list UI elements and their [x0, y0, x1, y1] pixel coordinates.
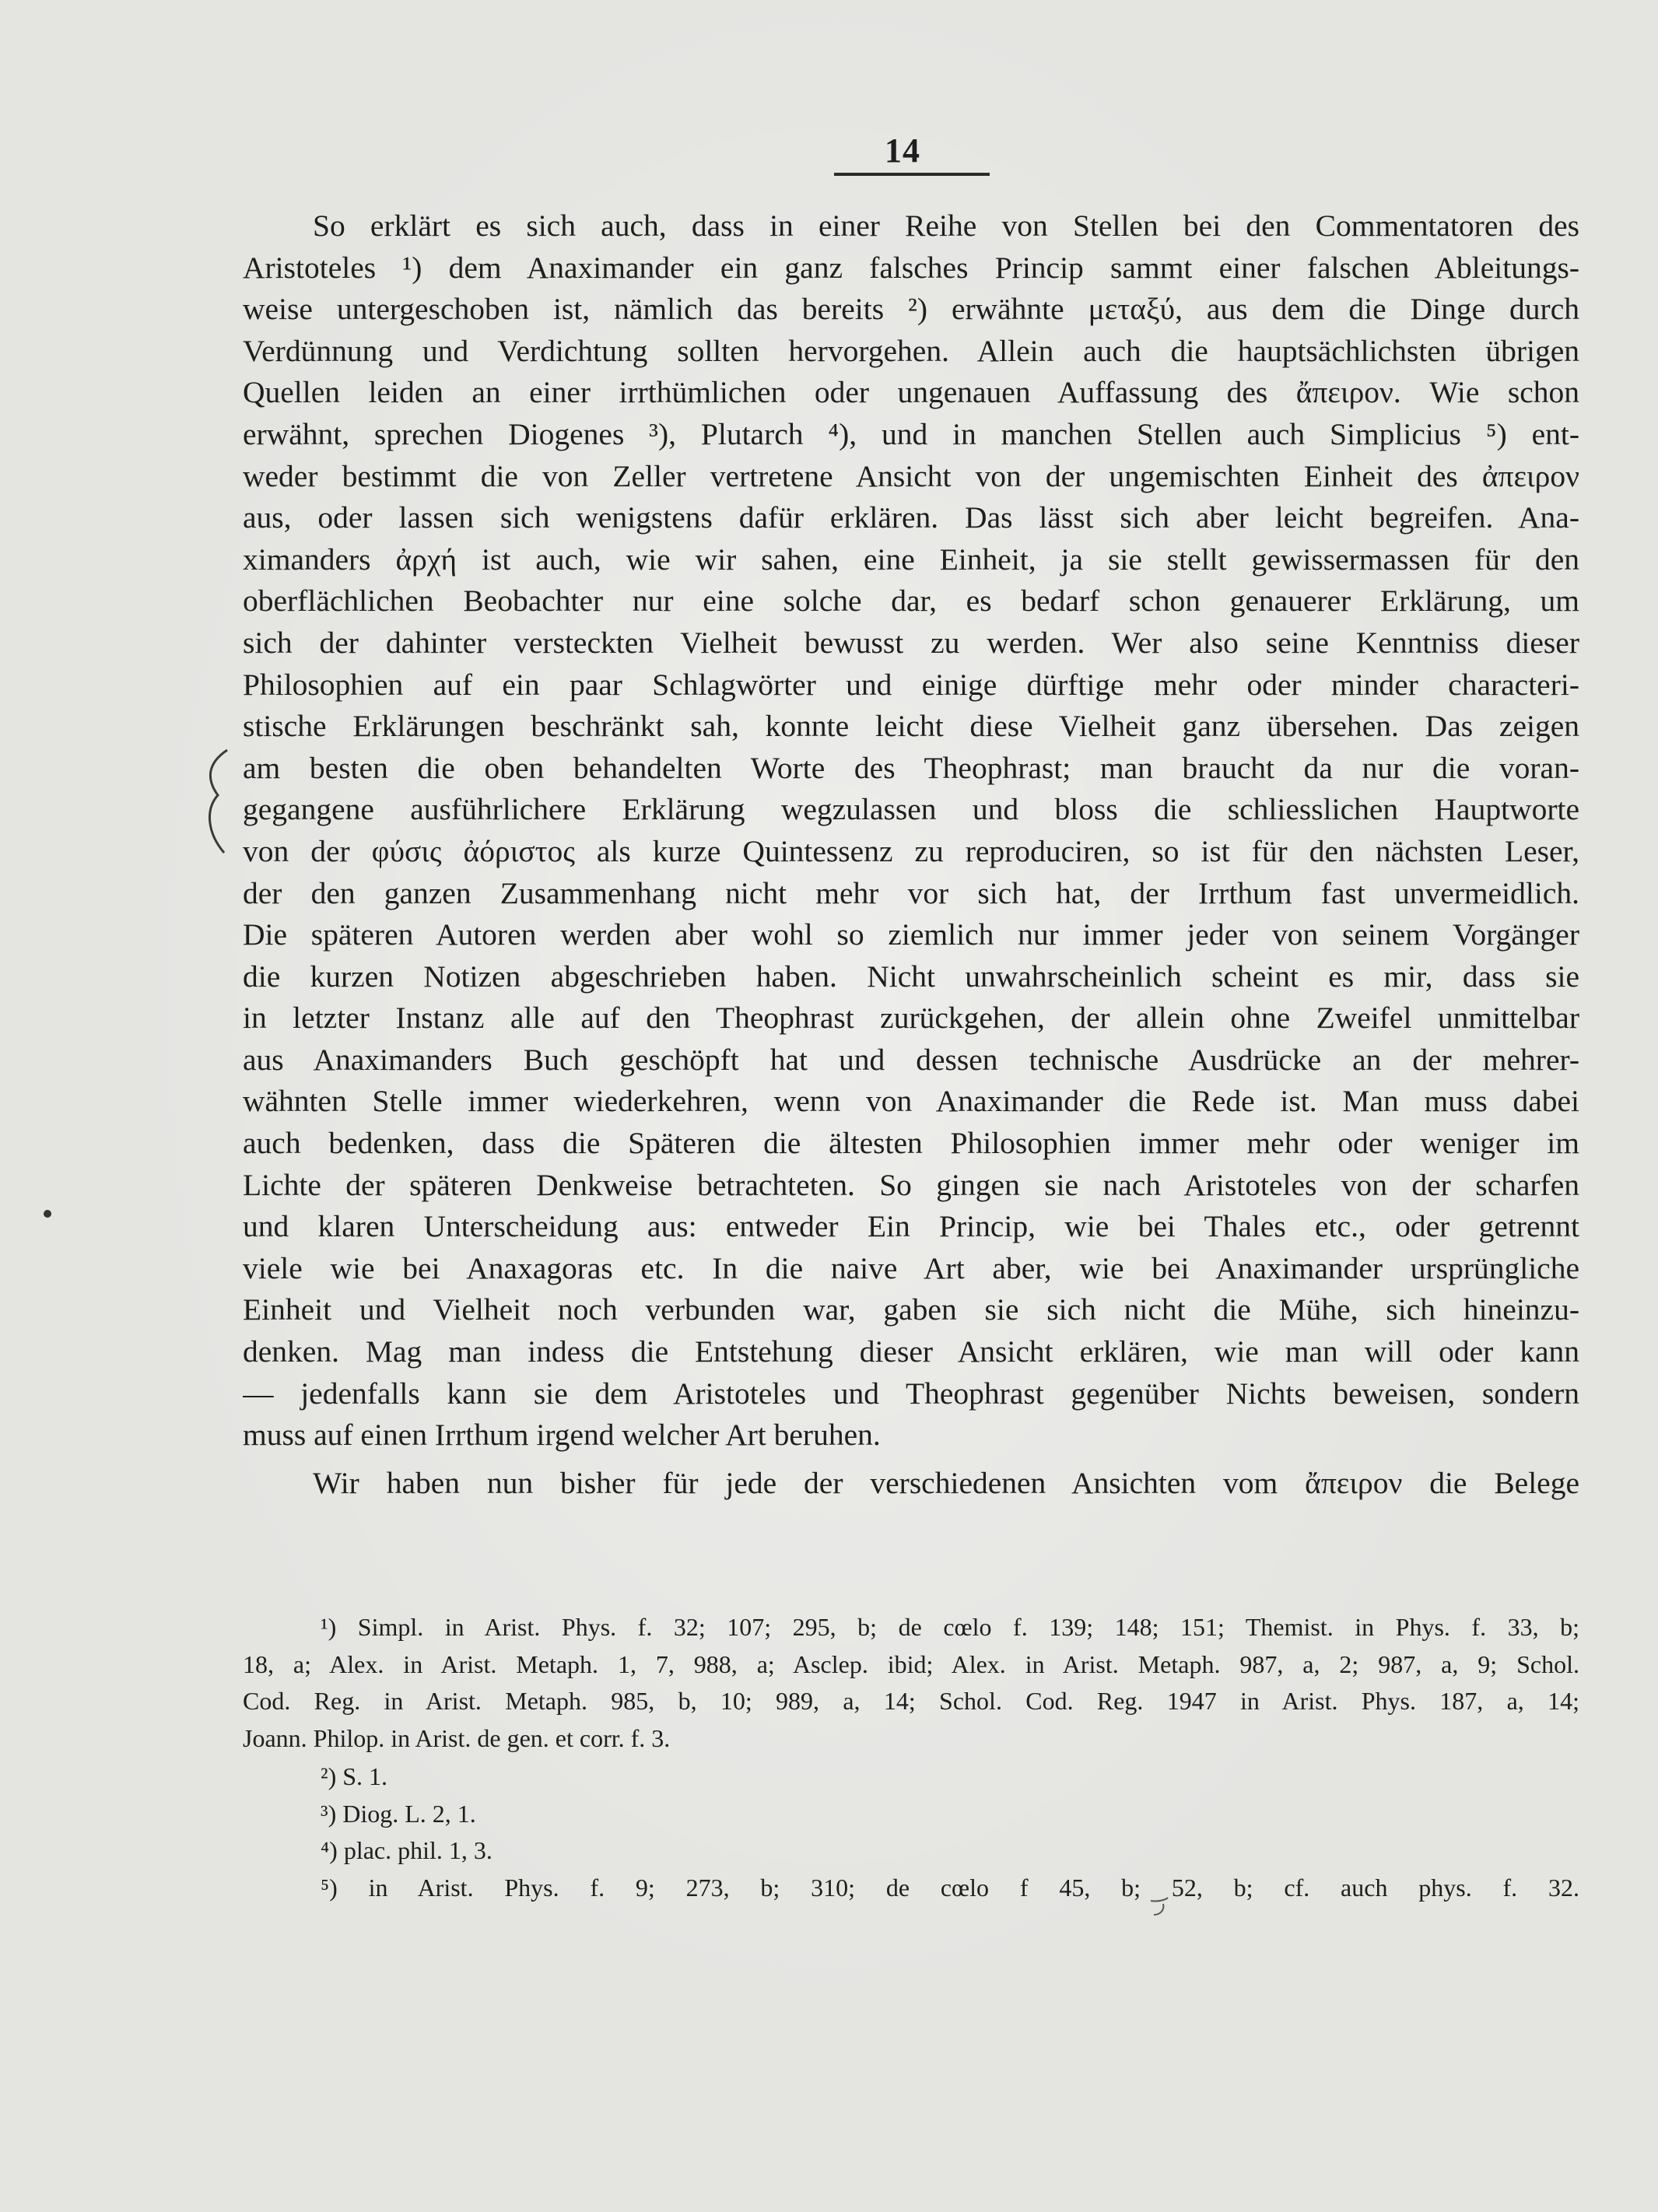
footnote-line: ⁴) plac. phil. 1, 3. — [321, 1836, 492, 1864]
footnote-line: Cod. Reg. in Arist. Metaph. 985, b, 10; 989, a, 14; Schol. Cod. Reg. 1947 in Arist. Phys. 187, a, 14; — [243, 1687, 1579, 1715]
body-line: Wir haben nun bisher für jede der verschiedenen Ansichten vom ἄπειρον die Belege — [313, 1465, 1579, 1500]
footnote-line: ⁵) in Arist. Phys. f. 9; 273, b; 310; de cœlo f 45, b; 52, b; cf. auch phys. f. 32. — [321, 1873, 1579, 1902]
body-line: viele wie bei Anaxagoras etc. In die naive Art aber, wie bei Anaximander ursprüngliche — [243, 1250, 1579, 1285]
body-line: aus Anaximanders Buch geschöpft hat und dessen technische Ausdrücke an der mehrer- — [243, 1042, 1579, 1077]
page-number-rule — [834, 173, 990, 176]
footnote-line: ²) S. 1. — [321, 1762, 388, 1790]
footnote-line: Joann. Philop. in Arist. de gen. et corr. f. 3. — [243, 1723, 671, 1752]
footnotes — [243, 1609, 1579, 1906]
body-text — [243, 205, 1579, 1504]
body-line: Philosophien auf ein paar Schlagwörter und einige dürftige mehr oder minder characteri- — [243, 667, 1579, 702]
body-line: in letzter Instanz alle auf den Theophrast zurückgehen, der allein ohne Zweifel unmittelbar — [243, 1001, 1579, 1036]
body-line: Lichte der späteren Denkweise betrachteten. So gingen sie nach Aristoteles von der scharfen — [243, 1167, 1579, 1202]
body-line: — jedenfalls kann sie dem Aristoteles und Theophrast gegenüber Nichts beweisen, sondern — [243, 1376, 1579, 1411]
body-line: Die späteren Autoren werden aber wohl so ziemlich nur immer jeder von seinem Vorgänger — [243, 917, 1579, 952]
body-line: aus, oder lassen sich wenigstens dafür erklären. Das lässt sich aber leicht begreifen. Ana- — [243, 500, 1579, 535]
body-line: Einheit und Vielheit noch verbunden war, gaben sie sich nicht die Mühe, sich hineinzu- — [243, 1292, 1579, 1327]
body-line: So erklärt es sich auch, dass in einer Reihe von Stellen bei den Commentatoren des — [313, 209, 1579, 243]
body-line: gegangene ausführlichere Erklärung wegzulassen und bloss die schliesslichen Hauptworte — [243, 792, 1579, 827]
body-line: Verdünnung und Verdichtung sollten hervorgehen. Allein auch die hauptsächlichsten übrigen — [243, 333, 1579, 368]
body-line: ximanders ἀρχή ist auch, wie wir sahen, eine Einheit, ja sie stellt gewissermassen für den — [243, 542, 1579, 577]
body-line: auch bedenken, dass die Späteren die ältesten Philosophien immer mehr oder weniger im — [243, 1126, 1579, 1161]
body-line: wähnten Stelle immer wiederkehren, wenn von Anaximander die Rede ist. Man muss dabei — [243, 1084, 1579, 1119]
body-line: die kurzen Notizen abgeschrieben haben. Nicht unwahrscheinlich scheint es mir, dass sie — [243, 959, 1579, 994]
body-line: und klaren Unterscheidung aus: entweder Ein Princip, wie bei Thales etc., oder getrennt — [243, 1209, 1579, 1244]
body-line: weder bestimmt die von Zeller vertretene Ansicht von der ungemischten Einheit des ἀπειρον — [243, 458, 1579, 493]
margin-dot-mark — [44, 1210, 51, 1218]
margin-bracket-mark — [201, 747, 232, 856]
body-line: erwähnt, sprechen Diogenes ³), Plutarch ⁴), und in manchen Stellen auch Simplicius ⁵) ent- — [243, 416, 1579, 451]
body-line: Aristoteles ¹) dem Anaximander ein ganz falsches Princip sammt einer falschen Ableitungs- — [243, 250, 1579, 285]
body-line: denken. Mag man indess die Entstehung dieser Ansicht erklären, wie man will oder kann — [243, 1334, 1579, 1369]
body-line: sich der dahinter versteckten Vielheit bewusst zu werden. Wer also seine Kenntniss dieser — [243, 625, 1579, 660]
body-line: muss auf einen Irrthum irgend welcher Art beruhen. — [243, 1418, 881, 1453]
body-line: am besten die oben behandelten Worte des Theophrast; man braucht da nur die voran- — [243, 750, 1579, 785]
pencil-tick-mark — [1148, 1895, 1171, 1918]
footnote-line: 18, a; Alex. in Arist. Metaph. 1, 7, 988, a; Asclep. ibid; Alex. in Arist. Metaph. 987, a, 2; 987, a, 9; Schol. — [243, 1649, 1579, 1678]
body-line: Quellen leiden an einer irrthümlichen oder ungenauen Auffassung des ἄπειρον. Wie schon — [243, 375, 1579, 410]
body-line: weise untergeschoben ist, nämlich das bereits ²) erwähnte μεταξύ, aus dem die Dinge durch — [243, 292, 1579, 327]
body-line: stische Erklärungen beschränkt sah, konnte leicht diese Vielheit ganz übersehen. Das zeigen — [243, 709, 1579, 744]
page-number: 14 — [885, 131, 920, 170]
footnote-line: ¹) Simpl. in Arist. Phys. f. 32; 107; 295, b; de cœlo f. 139; 148; 151; Themist. in Phys. f. 33, b; — [321, 1613, 1579, 1641]
body-line: von der φύσις ἀόριστος als kurze Quintessenz zu reproduciren, so ist für den nächsten Leser, — [243, 833, 1579, 868]
body-line: der den ganzen Zusammenhang nicht mehr vor sich hat, der Irrthum fast unvermeidlich. — [243, 875, 1579, 910]
body-line: oberflächlichen Beobachter nur eine solche dar, es bedarf schon genauerer Erklärung, um — [243, 584, 1579, 619]
footnote-line: ³) Diog. L. 2, 1. — [321, 1799, 476, 1828]
